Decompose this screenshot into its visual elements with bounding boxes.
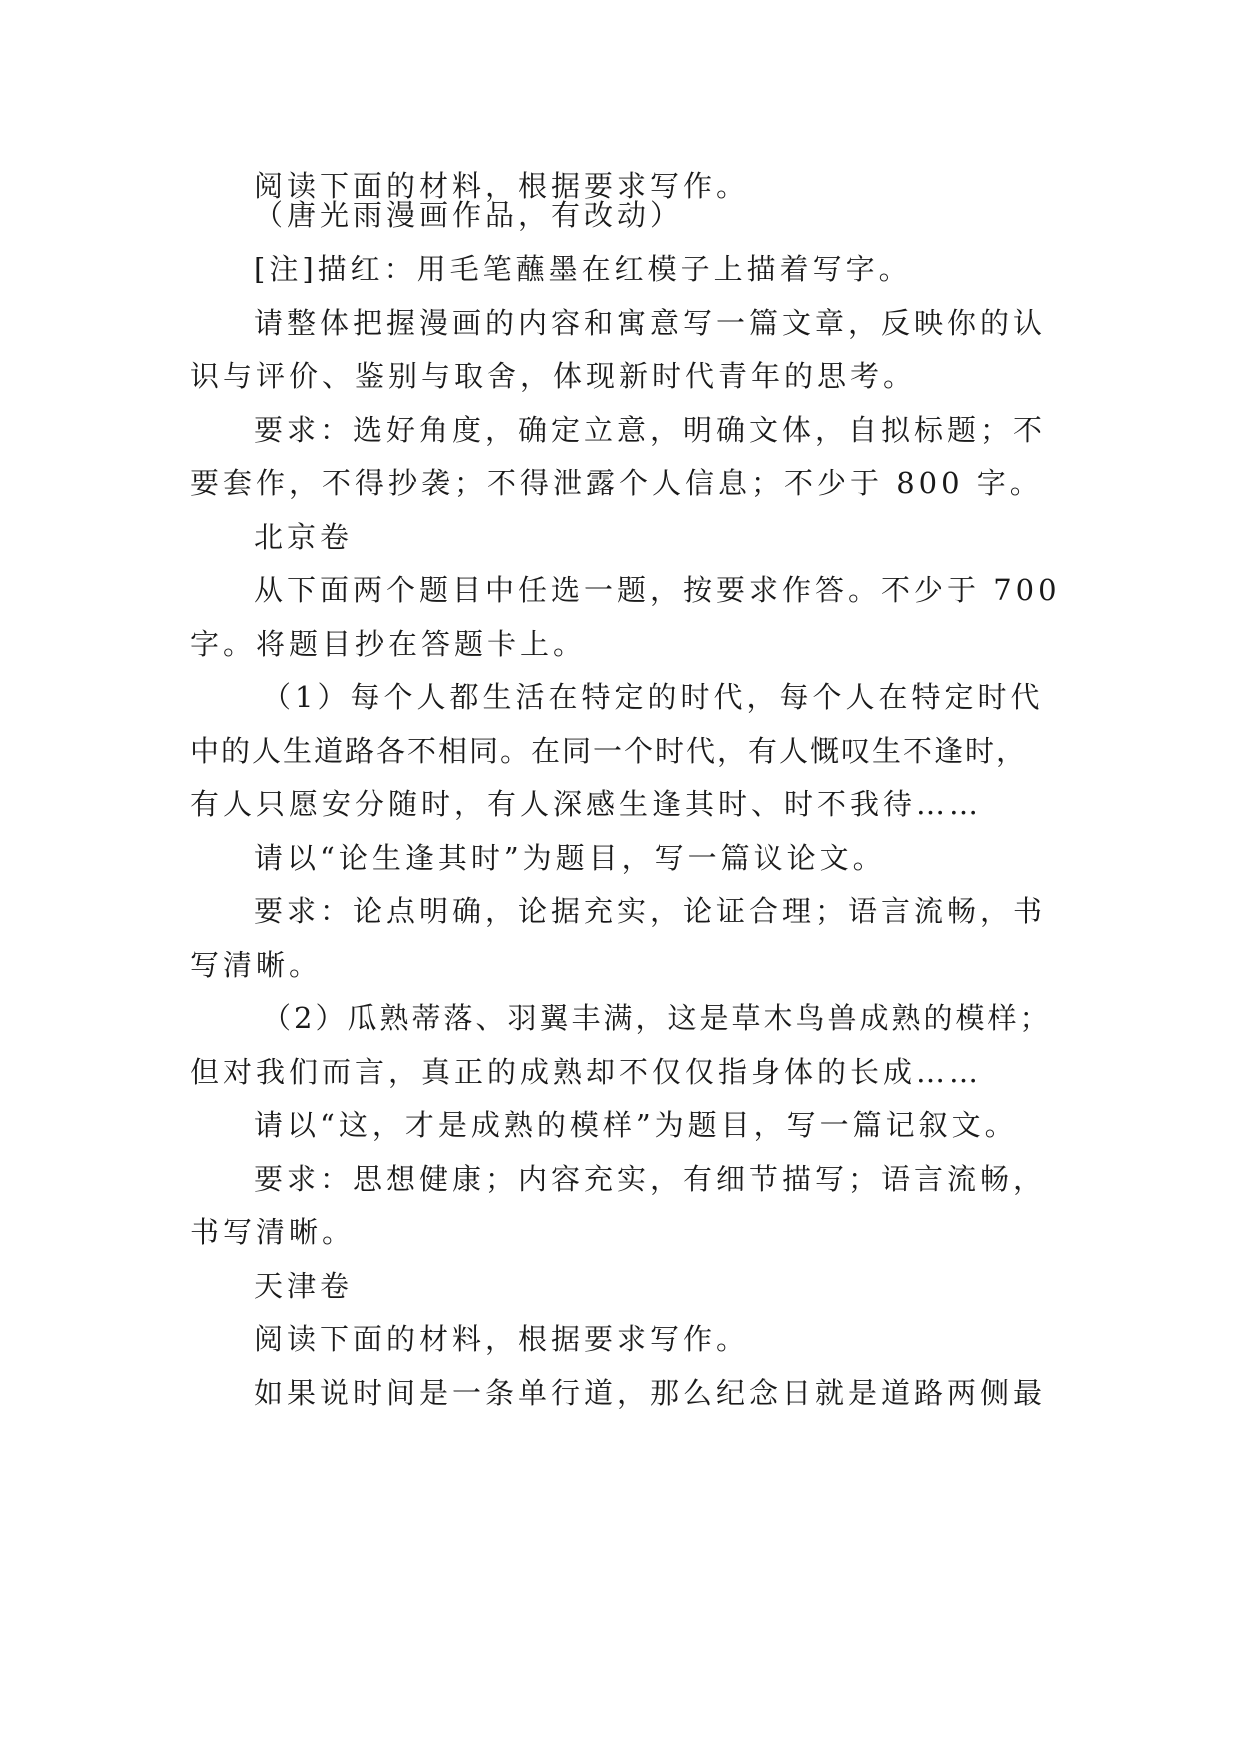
paragraph-line: 阅读下面的材料，根据要求写作。: [254, 169, 750, 203]
paragraph-line: （1）每个人都生活在特定的时代，每个人在特定时代: [262, 680, 1044, 714]
paragraph-line: 但对我们而言，真正的成熟却不仅仅指身体的长成……: [190, 1055, 983, 1089]
section-heading: 北京卷: [254, 520, 354, 554]
paragraph-line: 识与评价、鉴别与取舍，体现新时代青年的思考。: [190, 359, 917, 393]
section-heading: 天津卷: [254, 1269, 354, 1303]
paragraph-line: 请以“这，才是成熟的模样”为题目，写一篇记叙文。: [254, 1108, 1018, 1142]
paragraph-line: 书写清晰。: [190, 1215, 356, 1249]
paragraph-line: 阅读下面的材料，根据要求写作。: [254, 1322, 750, 1356]
paragraph-line: 请整体把握漫画的内容和寓意写一篇文章，反映你的认: [254, 306, 1047, 340]
paragraph-line: （唐光雨漫画作品，有改动）: [254, 198, 684, 232]
paragraph-line: 如果说时间是一条单行道，那么纪念日就是道路两侧最: [254, 1376, 1047, 1410]
paragraph-line: 请以“论生逢其时”为题目，写一篇议论文。: [254, 841, 886, 875]
paragraph-line: 写清晰。: [190, 948, 323, 982]
paragraph-line: 从下面两个题目中任选一题，按要求作答。不少于 700: [254, 573, 1061, 607]
paragraph-line: 要套作，不得抄袭；不得泄露个人信息；不少于 800 字。: [190, 466, 1043, 500]
paragraph-line: （2）瓜熟蒂落、羽翼丰满，这是草木鸟兽成熟的模样；: [262, 1001, 1052, 1035]
paragraph-line: 有人只愿安分随时，有人深感生逢其时、时不我待……: [190, 787, 983, 821]
paragraph-line: 要求：思想健康；内容充实，有细节描写；语言流畅，: [254, 1162, 1047, 1196]
paragraph-line: 字。将题目抄在答题卡上。: [190, 627, 587, 661]
paragraph-line: 中的人生道路各不相同。在同一个时代，有人慨叹生不逢时，: [190, 734, 1028, 768]
paragraph-line: [注]描红：用毛笔蘸墨在红模子上描着写字。: [254, 252, 912, 286]
paragraph-line: 要求：选好角度，确定立意，明确文体，自拟标题；不: [254, 413, 1047, 447]
paragraph-line: 要求：论点明确，论据充实，论证合理；语言流畅，书: [254, 894, 1047, 928]
